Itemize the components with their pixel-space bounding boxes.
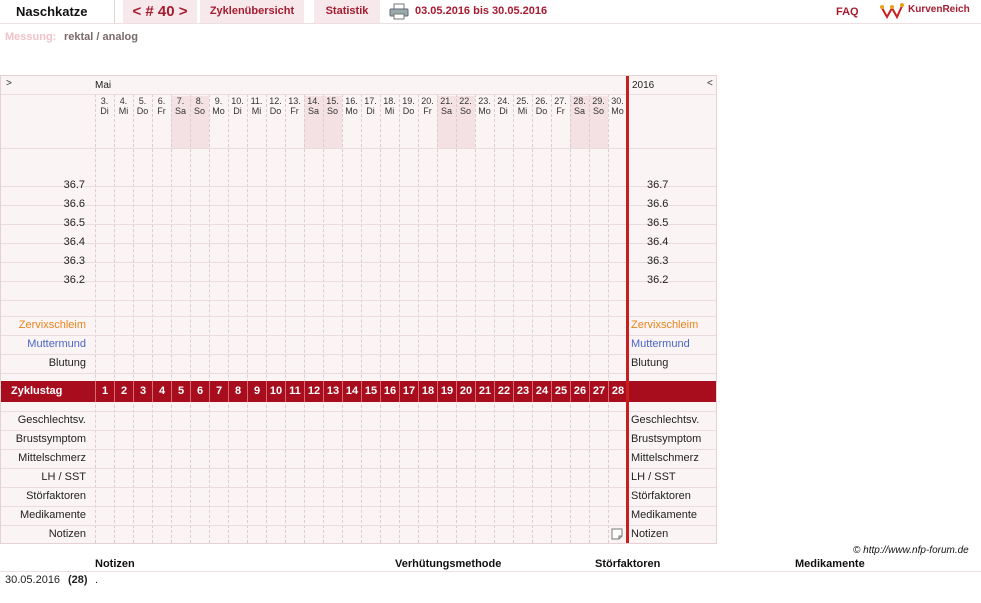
temp-label-right: 36.2 bbox=[647, 274, 669, 286]
day-header: 23. Mo bbox=[478, 96, 491, 116]
day-header: 30. Mo bbox=[611, 96, 624, 116]
day-header: 9. Mo bbox=[212, 96, 225, 116]
day-header: 25. Mi bbox=[516, 96, 529, 116]
grid-column-line bbox=[228, 94, 229, 543]
temp-label-right: 36.5 bbox=[647, 217, 669, 229]
cycle-day-number: 5 bbox=[171, 381, 190, 402]
header-divider bbox=[0, 23, 981, 24]
cycle-day-number: 12 bbox=[304, 381, 323, 402]
today-marker bbox=[626, 76, 629, 543]
grid-row-line bbox=[1, 468, 716, 469]
day-header: 29. So bbox=[592, 96, 605, 116]
note-icon[interactable] bbox=[611, 528, 623, 540]
grid-column-line bbox=[114, 94, 115, 543]
row-label: Geschlechtsv. bbox=[17, 414, 86, 426]
day-header: 18. Mi bbox=[383, 96, 396, 116]
row-label-cervical-mucus-right: Zervixschleim bbox=[631, 319, 699, 331]
grid-row-line bbox=[1, 354, 716, 355]
footer-entry-date: 30.05.2016 bbox=[5, 574, 61, 586]
temp-label: 36.4 bbox=[63, 236, 85, 248]
cycle-day-number: 10 bbox=[266, 381, 285, 402]
cycle-day-number: 1 bbox=[95, 381, 114, 402]
cycle-number: # 40 bbox=[145, 3, 175, 20]
cycle-day-number: 23 bbox=[513, 381, 532, 402]
row-label: Störfaktoren bbox=[26, 490, 86, 502]
row-label: Brustsymptom bbox=[15, 433, 86, 445]
cycle-day-label: Zyklustag bbox=[11, 385, 63, 397]
row-label: Medikamente bbox=[19, 509, 86, 521]
cycle-day-number: 13 bbox=[323, 381, 342, 402]
grid-column-line bbox=[513, 94, 514, 543]
cycle-day-number: 9 bbox=[247, 381, 266, 402]
scroll-right-button[interactable]: < bbox=[707, 78, 713, 89]
grid-row-line bbox=[1, 262, 716, 263]
grid-row-line bbox=[1, 205, 716, 206]
day-header: 27. Fr bbox=[554, 96, 567, 116]
grid-column-line bbox=[570, 94, 571, 543]
cycle-day-number: 8 bbox=[228, 381, 247, 402]
copyright-text: © http://www.nfp-forum.de bbox=[853, 545, 969, 556]
temp-label-right: 36.3 bbox=[647, 255, 669, 267]
grid-row-line bbox=[1, 335, 716, 336]
grid-column-line bbox=[551, 94, 552, 543]
prev-cycle-button[interactable]: < bbox=[132, 3, 142, 20]
row-label-right: Medikamente bbox=[631, 509, 698, 521]
temp-label: 36.2 bbox=[63, 274, 85, 286]
cycle-day-number: 21 bbox=[475, 381, 494, 402]
grid-column-line bbox=[418, 94, 419, 543]
grid-column-line bbox=[152, 94, 153, 543]
cycle-day-number: 24 bbox=[532, 381, 551, 402]
grid-row-line bbox=[1, 411, 716, 412]
grid-column-line bbox=[171, 94, 172, 543]
grid-column-line bbox=[323, 94, 324, 543]
temp-label-right: 36.4 bbox=[647, 236, 669, 248]
grid-row-line bbox=[1, 148, 716, 149]
grid-column-line bbox=[247, 94, 248, 543]
grid-row-line bbox=[1, 281, 716, 282]
tab-statistics[interactable]: Statistik bbox=[314, 0, 380, 23]
grid-column-line bbox=[342, 94, 343, 543]
day-header: 28. Sa bbox=[573, 96, 586, 116]
day-header: 5. Do bbox=[136, 96, 149, 116]
grid-row-line bbox=[1, 373, 716, 374]
day-header: 22. So bbox=[459, 96, 472, 116]
grid-column-line bbox=[304, 94, 305, 543]
year-label: 2016 bbox=[632, 80, 655, 91]
cycle-day-number: 2 bbox=[114, 381, 133, 402]
month-label: Mai bbox=[95, 80, 112, 91]
row-label-right: Störfaktoren bbox=[631, 490, 691, 502]
grid-column-line bbox=[494, 94, 495, 543]
day-header: 7. Sa bbox=[174, 96, 186, 116]
row-label: LH / SST bbox=[41, 471, 86, 483]
day-header: 10. Di bbox=[231, 96, 244, 116]
grid-column-line bbox=[209, 94, 210, 543]
day-header: 12. Do bbox=[269, 96, 282, 116]
footer-header-notes: Notizen bbox=[95, 558, 135, 570]
day-header: 14. Sa bbox=[307, 96, 320, 116]
footer-entry-count: (28) bbox=[68, 574, 88, 586]
temp-label-right: 36.6 bbox=[647, 198, 669, 210]
day-header: 19. Do bbox=[402, 96, 415, 116]
tab-cycle-overview[interactable]: Zyklenübersicht bbox=[200, 0, 304, 23]
grid-row-line bbox=[1, 94, 716, 95]
row-label: Mittelschmerz bbox=[18, 452, 86, 464]
user-name: Naschkatze bbox=[0, 0, 115, 23]
grid-row-line bbox=[1, 224, 716, 225]
cycle-day-number: 22 bbox=[494, 381, 513, 402]
grid-column-line bbox=[380, 94, 381, 543]
cycle-day-number: 28 bbox=[608, 381, 627, 402]
row-label-bleeding: Blutung bbox=[48, 357, 86, 369]
cycle-day-number: 16 bbox=[380, 381, 399, 402]
printer-icon[interactable] bbox=[389, 3, 409, 20]
logo-text: KurvenReich bbox=[908, 4, 970, 15]
grid-row-line bbox=[1, 316, 716, 317]
measurement-label: Messung: bbox=[5, 31, 57, 43]
cycle-navigator bbox=[123, 0, 197, 23]
footer-entry-note: . bbox=[95, 574, 99, 586]
day-header: 16. Mo bbox=[345, 96, 358, 116]
grid-column-line bbox=[95, 94, 96, 543]
cycle-day-bar bbox=[1, 381, 716, 402]
grid-column-line bbox=[532, 94, 533, 543]
grid-column-line bbox=[285, 94, 286, 543]
row-label-right: Brustsymptom bbox=[631, 433, 702, 445]
cycle-day-number: 3 bbox=[133, 381, 152, 402]
day-header: 17. Di bbox=[364, 96, 377, 116]
grid-column-line bbox=[475, 94, 476, 543]
row-label-bleeding-right: Blutung bbox=[631, 357, 669, 369]
cycle-day-number: 27 bbox=[589, 381, 608, 402]
grid-column-line bbox=[266, 94, 267, 543]
cycle-day-number: 4 bbox=[152, 381, 171, 402]
row-label-cervix-right: Muttermund bbox=[631, 338, 690, 350]
grid-row-line bbox=[1, 430, 716, 431]
row-label: Notizen bbox=[48, 528, 86, 540]
grid-column-line bbox=[589, 94, 590, 543]
row-label-right: Geschlechtsv. bbox=[631, 414, 700, 426]
day-header: 13. Fr bbox=[288, 96, 301, 116]
temp-label-right: 36.7 bbox=[647, 179, 669, 191]
temp-label: 36.6 bbox=[63, 198, 85, 210]
date-range: 03.05.2016 bis 30.05.2016 bbox=[415, 5, 548, 17]
day-header: 24. Di bbox=[497, 96, 510, 116]
day-header: 6. Fr bbox=[157, 96, 166, 116]
row-label-right: LH / SST bbox=[631, 471, 676, 483]
temp-label: 36.3 bbox=[63, 255, 85, 267]
grid-column-line bbox=[361, 94, 362, 543]
cycle-day-number: 19 bbox=[437, 381, 456, 402]
scroll-left-button[interactable]: > bbox=[6, 78, 12, 89]
grid-row-line bbox=[1, 243, 716, 244]
cycle-day-number: 14 bbox=[342, 381, 361, 402]
footer-header-method: Verhütungsmethode bbox=[395, 558, 502, 570]
footer-divider bbox=[0, 571, 981, 572]
grid-row-line bbox=[1, 506, 716, 507]
grid-column-line bbox=[608, 94, 609, 543]
row-label-cervical-mucus: Zervixschleim bbox=[18, 319, 86, 331]
grid-column-line bbox=[399, 94, 400, 543]
cycle-day-number: 6 bbox=[190, 381, 209, 402]
grid-row-line bbox=[1, 487, 716, 488]
footer-header-factors: Störfaktoren bbox=[595, 558, 661, 570]
cycle-day-number: 18 bbox=[418, 381, 437, 402]
footer-header-meds: Medikamente bbox=[795, 558, 865, 570]
temp-label: 36.7 bbox=[63, 179, 85, 191]
cycle-day-number: 7 bbox=[209, 381, 228, 402]
day-header: 3. Di bbox=[100, 96, 109, 116]
temp-label: 36.5 bbox=[63, 217, 85, 229]
cycle-day-number: 11 bbox=[285, 381, 304, 402]
cycle-chart bbox=[0, 75, 717, 544]
grid-column-line bbox=[456, 94, 457, 543]
cycle-day-number: 17 bbox=[399, 381, 418, 402]
day-header: 4. Mi bbox=[118, 96, 129, 116]
grid-row-line bbox=[1, 525, 716, 526]
day-header: 20. Fr bbox=[421, 96, 434, 116]
cycle-day-number: 20 bbox=[456, 381, 475, 402]
cycle-day-number: 15 bbox=[361, 381, 380, 402]
measurement-value: rektal / analog bbox=[64, 31, 138, 43]
grid-column-line bbox=[133, 94, 134, 543]
row-label-right: Notizen bbox=[631, 528, 669, 540]
grid-row-line bbox=[1, 300, 716, 301]
faq-link[interactable]: FAQ bbox=[836, 6, 859, 18]
next-cycle-button[interactable]: > bbox=[178, 3, 188, 20]
grid-row-line bbox=[1, 449, 716, 450]
cycle-day-number: 25 bbox=[551, 381, 570, 402]
day-header: 21. Sa bbox=[440, 96, 453, 116]
grid-column-line bbox=[190, 94, 191, 543]
row-label-cervix: Muttermund bbox=[27, 338, 86, 350]
cycle-day-number: 26 bbox=[570, 381, 589, 402]
day-header: 11. Mi bbox=[250, 96, 263, 116]
day-header: 8. So bbox=[193, 96, 205, 116]
grid-column-line bbox=[437, 94, 438, 543]
day-header: 26. Do bbox=[535, 96, 548, 116]
day-header: 15. So bbox=[326, 96, 339, 116]
grid-row-line bbox=[1, 186, 716, 187]
row-label-right: Mittelschmerz bbox=[631, 452, 699, 464]
